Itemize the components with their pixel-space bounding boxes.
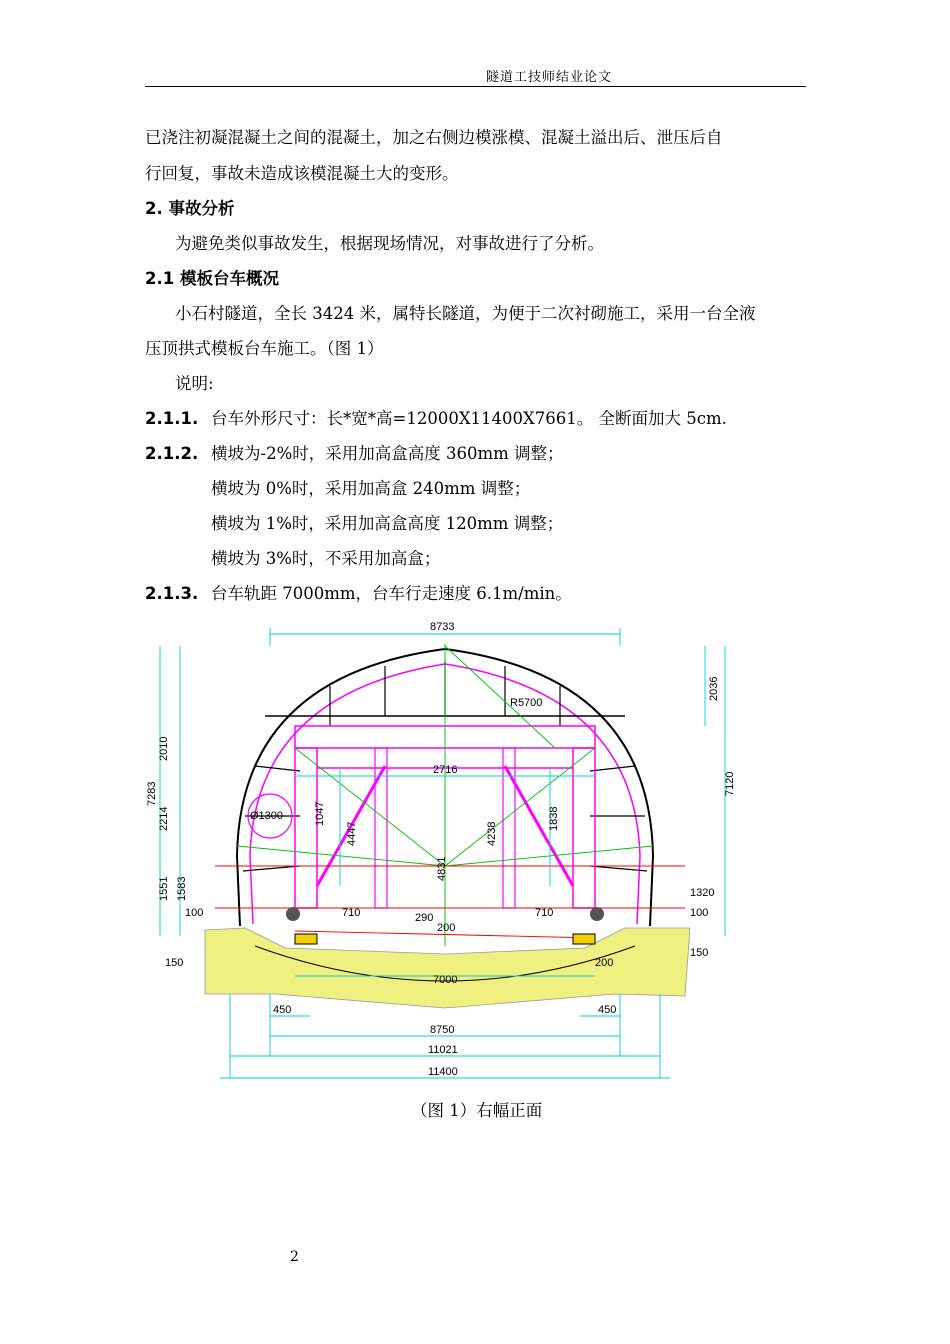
item-2-1-2-cond2: 横坡为 0%时，采用加高盒 240mm 调整；: [211, 479, 531, 498]
dim-label: 11400: [428, 1066, 458, 1078]
dim-label: 450: [598, 1004, 617, 1016]
dim-label: 2214: [158, 806, 170, 831]
drawing-svg: [145, 616, 745, 1091]
ground-fill: [205, 928, 690, 1008]
left-column: [295, 748, 317, 908]
right-base: [573, 934, 595, 944]
axis-lines: [237, 644, 653, 946]
header-title: 隧道工技师结业论文: [486, 70, 613, 85]
dim-label: 200: [437, 922, 456, 934]
section21-line2: 压顶拱式模板台车施工。（图 1）: [145, 339, 384, 358]
para1-line1: 已浇注初凝混凝土之间的混凝土，加之右侧边模涨模、混凝土溢出后、泄压后自: [145, 128, 723, 147]
dim-label: R5700: [510, 697, 543, 709]
note-label: 说明:: [175, 374, 214, 393]
item-text: 台车轨距 7000mm，台车行走速度 6.1m/min。: [211, 584, 572, 603]
dim-label: 8750: [430, 1024, 455, 1036]
dim-label: 7120: [724, 771, 736, 796]
figure-caption: （图 1）右幅正面: [411, 1101, 543, 1120]
item-2-1-3: [145, 582, 572, 606]
item-2-1-2-cond4: 横坡为 3%时，不采用加高盒；: [211, 549, 441, 568]
dim-label: Ø1300: [250, 810, 284, 822]
page-number: 2: [290, 1249, 299, 1265]
item-number: 2.1.1.: [145, 409, 199, 428]
dim-label: 710: [342, 907, 361, 919]
dim-label: 1583: [176, 876, 188, 901]
dim-label: 1838: [548, 806, 560, 831]
section2-heading: 2. 事故分析: [145, 199, 235, 218]
dim-label: 2716: [433, 764, 458, 776]
dim-label: 2036: [708, 676, 720, 701]
dim-label: 710: [535, 907, 554, 919]
item-2-1-1: [145, 407, 727, 431]
dim-label: 150: [165, 957, 184, 969]
dim-label: 100: [185, 907, 204, 919]
dim-label: 4447: [346, 821, 358, 846]
dim-label: 200: [595, 957, 614, 969]
dim-label: 8733: [430, 621, 455, 633]
dim-label: 1551: [158, 876, 170, 901]
item-number: 2.1.3.: [145, 584, 199, 603]
section21-line1: 小石村隧道，全长 3424 米，属特长隧道，为便于二次衬砌施工，采用一台全液: [175, 304, 756, 323]
item-2-1-2: [145, 442, 564, 466]
para1-line2: 行回复，事故未造成该模混凝土大的变形。: [145, 164, 459, 183]
dim-label: 4238: [486, 821, 498, 846]
dim-label: 7000: [433, 974, 458, 986]
dim-label: 450: [273, 1004, 292, 1016]
dim-label: 100: [690, 907, 709, 919]
dim-label: 1320: [690, 887, 715, 899]
section21-heading: 2.1 模板台车概况: [145, 269, 279, 288]
dim-label: 7283: [146, 781, 158, 806]
dim-label: 2010: [158, 736, 170, 761]
dim-label: 290: [415, 912, 434, 924]
right-column: [573, 748, 595, 908]
left-base: [295, 934, 317, 944]
dim-label: 4831: [436, 856, 448, 881]
page-header: [145, 66, 806, 87]
dimension-labels: [146, 621, 736, 1078]
item-number: 2.1.2.: [145, 444, 199, 463]
dim-label: 11021: [428, 1044, 458, 1056]
trolley-drawing: [145, 616, 745, 1091]
item-text: 横坡为-2%时，采用加高盒高度 360mm 调整；: [211, 444, 564, 463]
dim-label: 1047: [314, 801, 326, 826]
item-text: 台车外形尺寸：长*宽*高=12000X11400X7661。 全断面加大 5cm.: [211, 409, 727, 428]
item-2-1-2-cond3: 横坡为 1%时，采用加高盒高度 120mm 调整；: [211, 514, 564, 533]
dim-label: 150: [690, 947, 709, 959]
section2-text: 为避免类似事故发生，根据现场情况，对事故进行了分析。: [175, 234, 604, 253]
